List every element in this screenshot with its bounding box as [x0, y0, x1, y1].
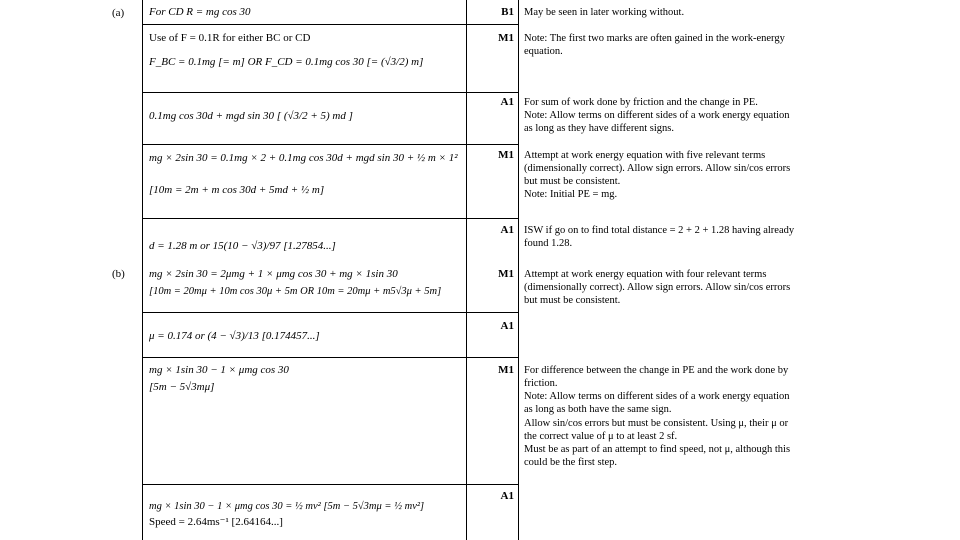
- working-line: d = 1.28 m or 15(10 − √3)/97 [1.27854...]: [149, 240, 336, 252]
- note-line: For difference between the change in PE and the work done by: [524, 365, 789, 376]
- working-cell: [149, 110, 459, 127]
- note-line: but must be consistent.: [524, 295, 621, 307]
- working-line: Use of F = 0.1R for either BC or CD: [149, 32, 311, 44]
- guidance-note: [524, 268, 824, 307]
- note-line: Note: Allow terms on different sides of a work energy equation: [524, 391, 790, 403]
- working-cell: [149, 240, 459, 257]
- note-line: ISW if go on to find total distance = 2 + 2 + 1.28 having already: [524, 225, 795, 236]
- note-line: the correct value of μ to at least 2 sf.: [524, 430, 678, 442]
- working-cell: [149, 32, 459, 73]
- note-line: but must be consistent.: [524, 176, 621, 188]
- row-divider: [142, 24, 518, 25]
- mark-code: A1: [500, 490, 514, 502]
- guidance-note: [524, 149, 824, 202]
- row-divider: [142, 218, 518, 219]
- mark-code: M1: [498, 268, 514, 280]
- row-divider: [142, 312, 518, 313]
- working-line: [10m = 2m + m cos 30d + 5md + ½ m]: [149, 183, 325, 196]
- working-line: mg × 1sin 30 − 1 × μmg cos 30 = ½ mv² [5m − 5√3mμ = ½ mv²]: [149, 501, 425, 512]
- note-line: equation.: [524, 46, 563, 58]
- note-line: could be the first step.: [524, 456, 618, 468]
- working-line: [10m = 20mμ + 10m cos 30μ + 5m OR 10m = 20mμ + m5√3μ + 5m]: [149, 285, 442, 297]
- note-line: Note: Allow terms on different sides of a work energy equation: [524, 110, 790, 122]
- guidance-note: [524, 32, 824, 58]
- guidance-note: [524, 224, 824, 250]
- working-line: Speed = 2.64ms⁻¹ [2.64164...]: [149, 516, 283, 529]
- part-label-b: (b): [112, 268, 125, 280]
- working-line: For CD R = mg cos 30: [149, 6, 251, 18]
- column-divider: [518, 0, 519, 540]
- part-label-a: (a): [112, 7, 125, 19]
- working-cell: [149, 364, 459, 398]
- row-divider: [142, 357, 518, 358]
- note-line: (dimensionally correct). Allow sign errors. Allow sin/cos errors: [524, 282, 791, 294]
- mark-code: B1: [501, 6, 514, 18]
- note-line: friction.: [524, 378, 558, 390]
- note-line: Attempt at work energy equation with four relevant terms: [524, 269, 767, 280]
- note-line: For sum of work done by friction and the change in PE.: [524, 97, 758, 108]
- mark-code: A1: [500, 96, 514, 108]
- working-line: [5m − 5√3mμ]: [149, 380, 215, 393]
- guidance-note: [524, 6, 824, 19]
- note-line: (dimensionally correct). Allow sign errors. Allow sin/cos errors: [524, 163, 791, 175]
- note-line: Note: Initial PE = mg.: [524, 189, 618, 201]
- note-line: found 1.28.: [524, 238, 573, 250]
- working-line: F_BC = 0.1mg [= m] OR F_CD = 0.1mg cos 30 [= (√3/2) m]: [149, 55, 424, 68]
- column-divider: [142, 0, 143, 540]
- working-cell: [149, 330, 459, 347]
- working-line: 0.1mg cos 30d + mgd sin 30 [ (√3/2 + 5) md ]: [149, 110, 353, 122]
- note-line: Allow sin/cos errors but must be consistent. Using μ, their μ or: [524, 417, 789, 429]
- guidance-note: [524, 364, 824, 469]
- note-line: Must be as part of an attempt to find speed, not μ, although this: [524, 443, 791, 455]
- working-line: μ = 0.174 or (4 − √3)/13 [0.174457...]: [149, 330, 320, 342]
- working-cell: [149, 6, 459, 23]
- mark-code: A1: [500, 320, 514, 332]
- note-line: as long as they have different signs.: [524, 123, 674, 135]
- working-line: mg × 2sin 30 = 0.1mg × 2 + 0.1mg cos 30d + mgd sin 30 + ½ m × 1²: [149, 152, 458, 164]
- note-line: Attempt at work energy equation with five relevant terms: [524, 150, 766, 161]
- working-cell: [149, 268, 459, 301]
- row-divider: [142, 92, 518, 93]
- mark-code: M1: [498, 149, 514, 161]
- working-line: mg × 2sin 30 = 2μmg + 1 × μmg cos 30 + mg × 1sin 30: [149, 268, 398, 280]
- mark-code: M1: [498, 32, 514, 44]
- row-divider: [142, 484, 518, 485]
- working-cell: [149, 500, 459, 533]
- guidance-note: [524, 96, 824, 135]
- note-line: May be seen in later working without.: [524, 7, 685, 18]
- note-line: Note: The first two marks are often gained in the work-energy: [524, 33, 785, 44]
- mark-code: M1: [498, 364, 514, 376]
- working-cell: [149, 152, 459, 201]
- mark-code: A1: [500, 224, 514, 236]
- row-divider: [142, 144, 518, 145]
- working-line: mg × 1sin 30 − 1 × μmg cos 30: [149, 364, 289, 376]
- column-divider: [466, 0, 467, 540]
- note-line: as long as both have the same sign.: [524, 404, 672, 416]
